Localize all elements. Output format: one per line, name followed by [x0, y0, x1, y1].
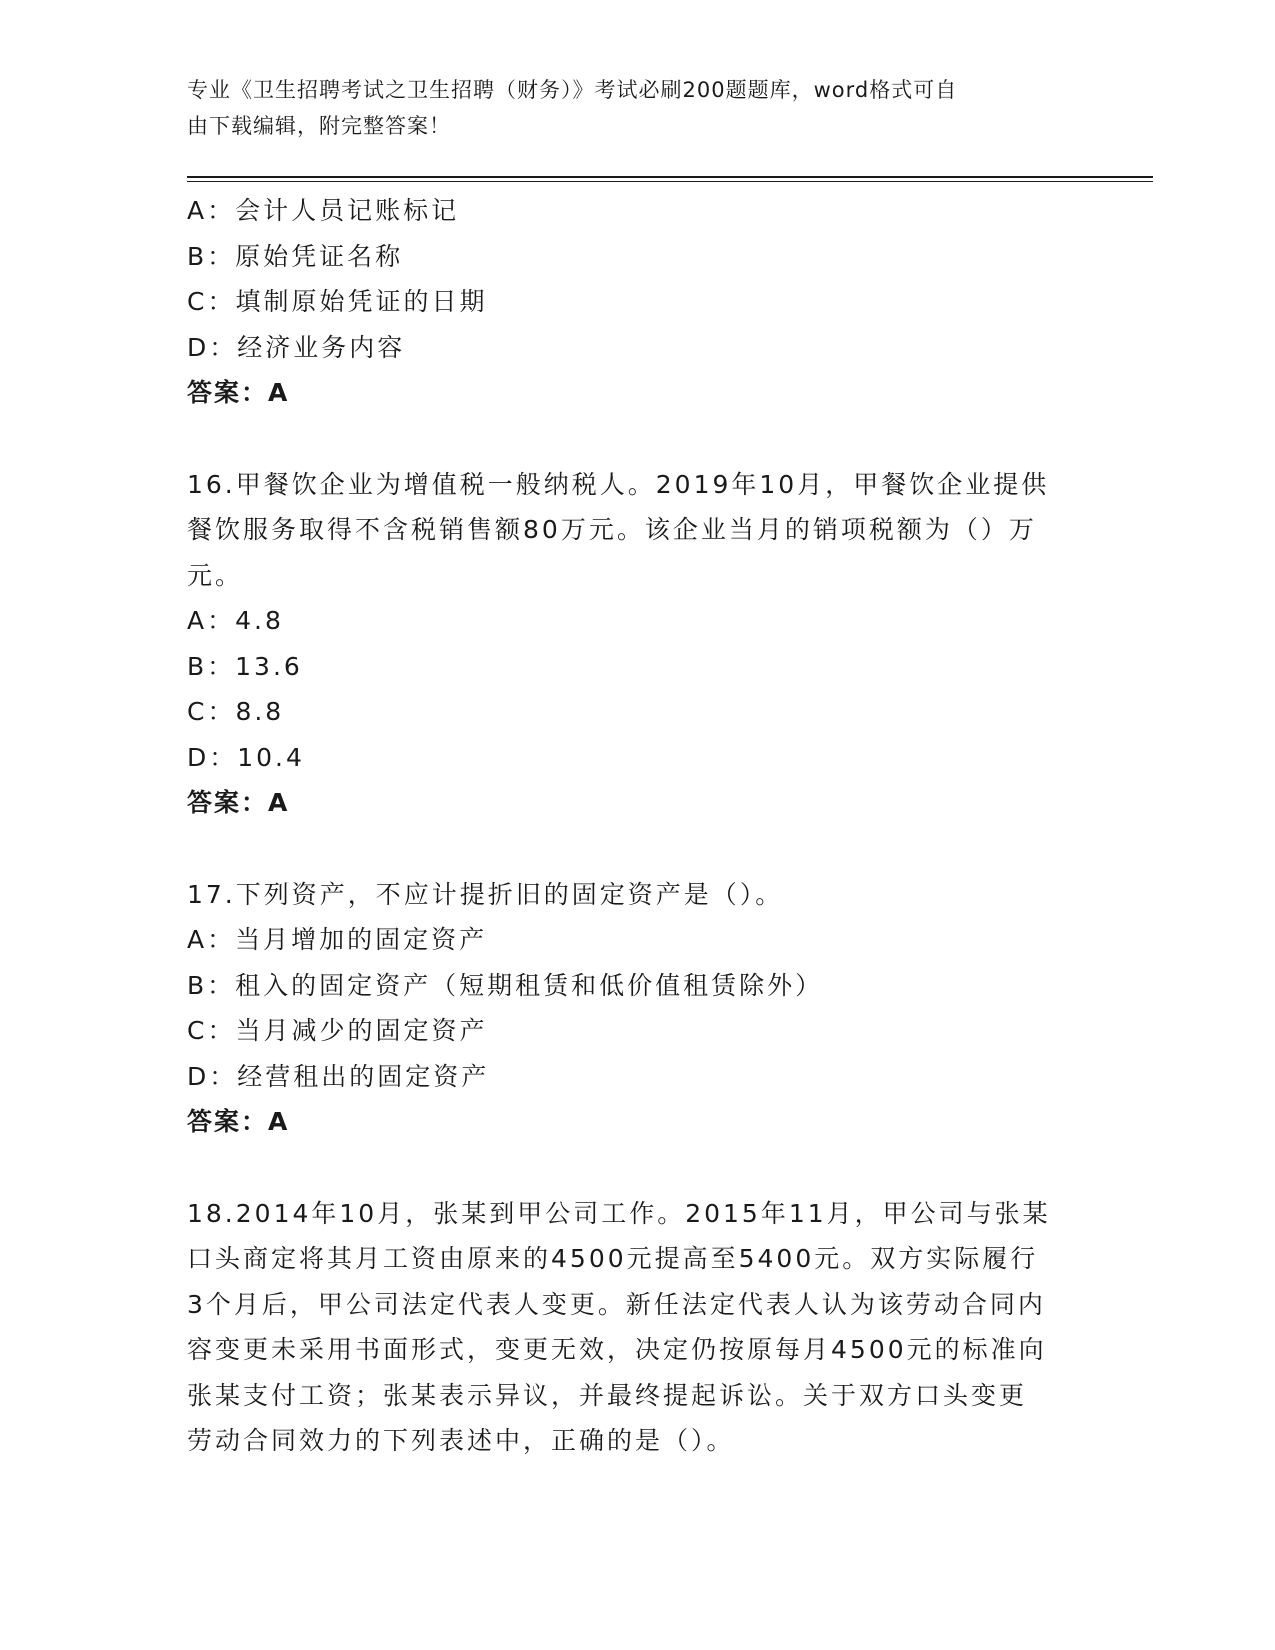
option-b: B：13.6 — [187, 651, 303, 681]
question-text — [187, 1191, 1067, 1464]
question-15-block — [187, 188, 1087, 416]
header-divider — [187, 176, 1153, 178]
question-18-block — [187, 1191, 1087, 1464]
question-17-block — [187, 872, 1087, 1145]
question-text-line: 3个月后，甲公司法定代表人变更。新任法定代表人认为该劳动合同内 — [187, 1289, 1046, 1319]
question-text-line: 元。 — [187, 560, 244, 590]
option-d: D：经济业务内容 — [187, 332, 406, 362]
question-text-line: 张某支付工资；张某表示异议，并最终提起诉讼。关于双方口头变更 — [187, 1380, 1028, 1410]
question-text-line: 18.2014年10月，张某到甲公司工作。2015年11月，甲公司与张某 — [187, 1198, 1051, 1228]
option-b: B：租入的固定资产（短期租赁和低价值租赁除外） — [187, 970, 824, 1000]
option-a: A：4.8 — [187, 606, 284, 635]
option-d: D：经营租出的固定资产 — [187, 1061, 490, 1091]
option-c: C：当月减少的固定资产 — [187, 1016, 488, 1045]
question-text-line: 17.下列资产，不应计提折旧的固定资产是（）。 — [187, 879, 784, 909]
option-a: A：当月增加的固定资产 — [187, 925, 488, 954]
answer: 答案：A — [187, 1107, 290, 1136]
option-d: D：10.4 — [187, 742, 305, 772]
spacer — [187, 416, 1087, 462]
answer: 答案：A — [187, 788, 290, 817]
question-16-block — [187, 462, 1087, 826]
question-text-line: 口头商定将其月工资由原来的4500元提高至5400元。双方实际履行 — [187, 1244, 1039, 1273]
question-text-line: 16.甲餐饮企业为增值税一般纳税人。2019年10月，甲餐饮企业提供 — [187, 469, 1050, 499]
question-text-line: 餐饮服务取得不含税销售额80万元。该企业当月的销项税额为（）万 — [187, 515, 1037, 544]
spacer — [187, 1145, 1087, 1191]
option-b: B：原始凭证名称 — [187, 241, 404, 271]
header-title-line-2: 由下载编辑，附完整答案！ — [187, 114, 451, 138]
spacer — [187, 826, 1087, 872]
question-text-line: 容变更未采用书面形式，变更无效，决定仍按原每月4500元的标准向 — [187, 1335, 1047, 1364]
option-c: C：填制原始凭证的日期 — [187, 287, 488, 316]
question-text-line: 劳动合同效力的下列表述中，正确的是（）。 — [187, 1426, 735, 1455]
question-list — [187, 188, 1087, 1464]
answer: 答案：A — [187, 378, 290, 407]
question-text — [187, 872, 1067, 918]
option-a: A：会计人员记账标记 — [187, 196, 460, 225]
document-header — [187, 72, 1067, 144]
header-title-line-1: 专业《卫生招聘考试之卫生招聘（财务）》考试必刷200题题库，word格式可自 — [187, 78, 958, 102]
question-text — [187, 462, 1067, 599]
header-divider-thin — [187, 181, 1153, 182]
option-c: C：8.8 — [187, 697, 285, 726]
